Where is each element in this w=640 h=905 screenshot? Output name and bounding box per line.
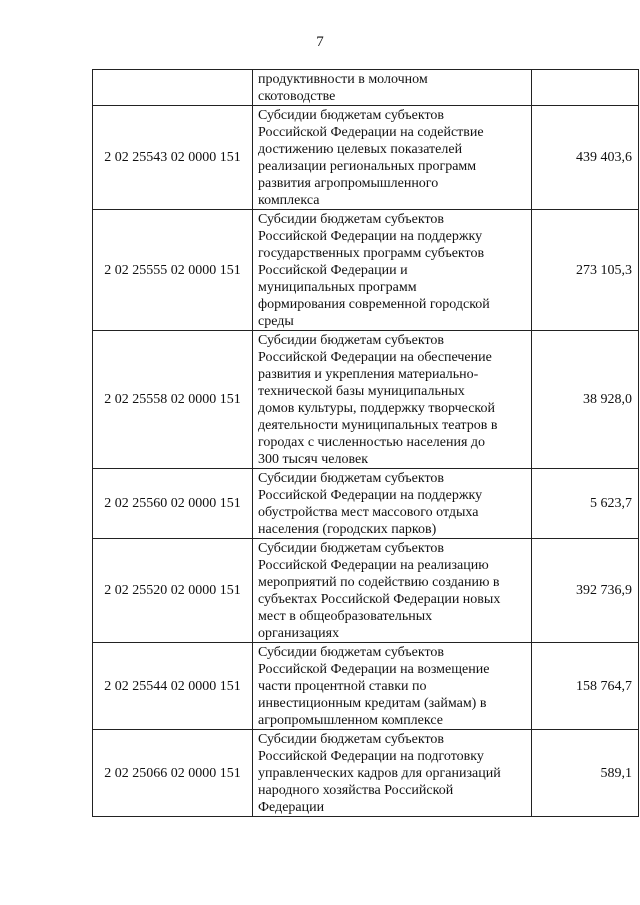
table-row [93,539,639,643]
description-line: инвестиционным кредитам (займам) в [258,696,487,711]
amount-cell: 38 928,0 [532,331,639,469]
table-body [93,70,639,817]
description-line: агропромышленном комплексе [258,713,443,728]
table-row [93,210,639,331]
description-line: домов культуры, поддержку творческой [258,401,496,416]
description-line: Субсидии бюджетам субъектов [258,645,445,660]
description-line: 300 тысяч человек [258,452,369,467]
description-line: Российской Федерации на возмещение [258,662,490,677]
description-line: среды [258,314,294,329]
table-row [93,643,639,730]
table-row [93,331,639,469]
subsidy-description-cell [253,730,532,817]
amount-cell: 439 403,6 [532,106,639,210]
subsidy-description-cell [253,106,532,210]
amount-cell: 5 623,7 [532,469,639,539]
description-line: обустройства мест массового отдыха [258,505,479,520]
table-row [93,469,639,539]
subsidies-table [92,69,639,817]
description-line: Российской Федерации на реализацию [258,558,489,573]
description-line: Субсидии бюджетам субъектов [258,333,445,348]
description-line: субъектах Российской Федерации новых [258,592,501,607]
description-line: Российской Федерации на поддержку [258,488,483,503]
table-row [93,70,639,106]
description-line: достижению целевых показателей [258,142,463,157]
budget-code-cell: 2 02 25555 02 0000 151 [93,210,253,331]
subsidy-description-cell [253,469,532,539]
description-line: скотоводстве [258,89,336,104]
description-line: формирования современной городской [258,297,490,312]
amount-cell: 273 105,3 [532,210,639,331]
description-line: Федерации [258,800,325,815]
description-line: комплекса [258,193,320,208]
amount-cell: 392 736,9 [532,539,639,643]
description-line: народного хозяйства Российской [258,783,454,798]
table-row [93,106,639,210]
description-line: Российской Федерации на подготовку [258,749,484,764]
description-line: Субсидии бюджетам субъектов [258,541,445,556]
budget-code-cell: 2 02 25066 02 0000 151 [93,730,253,817]
budget-code-cell: 2 02 25558 02 0000 151 [93,331,253,469]
amount-cell: 158 764,7 [532,643,639,730]
description-line: развития агропромышленного [258,176,439,191]
budget-code-cell [93,70,253,106]
description-line: муниципальных программ [258,280,417,295]
description-line: мест в общеобразовательных [258,609,433,624]
description-line: реализации региональных программ [258,159,477,174]
description-line: Субсидии бюджетам субъектов [258,108,445,123]
description-line: Российской Федерации на обеспечение [258,350,492,365]
subsidy-description-cell [253,539,532,643]
description-line: Субсидии бюджетам субъектов [258,471,445,486]
description-line: городах с численностью населения до [258,435,486,450]
amount-cell [532,70,639,106]
description-line: мероприятий по содействию созданию в [258,575,500,590]
description-line: организациях [258,626,340,641]
description-line: Субсидии бюджетам субъектов [258,732,445,747]
budget-code-cell: 2 02 25560 02 0000 151 [93,469,253,539]
description-line: деятельности муниципальных театров в [258,418,498,433]
subsidy-description-cell [253,70,532,106]
description-line: населения (городских парков) [258,522,437,537]
budget-code-cell: 2 02 25544 02 0000 151 [93,643,253,730]
description-line: продуктивности в молочном [258,72,428,87]
description-line: части процентной ставки по [258,679,427,694]
budget-code-cell: 2 02 25520 02 0000 151 [93,539,253,643]
description-line: развития и укрепления материально- [258,367,479,382]
budget-code-cell: 2 02 25543 02 0000 151 [93,106,253,210]
subsidy-description-cell [253,210,532,331]
subsidy-description-cell [253,331,532,469]
amount-cell: 589,1 [532,730,639,817]
description-line: управленческих кадров для организаций [258,766,501,781]
description-line: Субсидии бюджетам субъектов [258,212,445,227]
subsidy-description-cell [253,643,532,730]
description-line: Российской Федерации и [258,263,408,278]
description-line: технической базы муниципальных [258,384,465,399]
description-line: Российской Федерации на поддержку [258,229,483,244]
page-number: 7 [316,34,324,50]
table-row [93,730,639,817]
description-line: Российской Федерации на содействие [258,125,484,140]
description-line: государственных программ субъектов [258,246,485,261]
